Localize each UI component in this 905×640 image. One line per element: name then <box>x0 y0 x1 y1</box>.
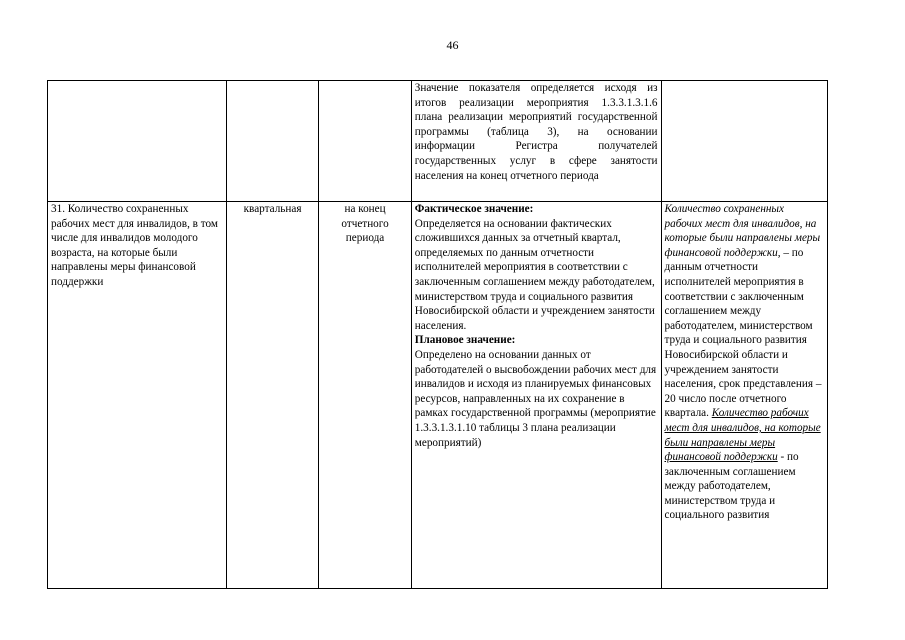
source-1-italic: Количество сохраненных рабочих мест для инвалидов, на которые были направлены меры финансовой поддержки, <box>664 203 821 259</box>
plan-text: Определено на основании данных от работодателей о высвобождении рабочих мест для инвалидов и исходя из планируемых финансовых ресурсов, направленных на их сохранение в рамках государственной программы (мероприятие 1.3.3.1.3.1.10 таблицы 3 плана реализации мероприятий) <box>414 348 657 449</box>
time-cell <box>319 81 411 202</box>
time-cell: на конец отчетного периода <box>319 202 411 589</box>
plan-heading: Плановое значение: <box>414 334 516 347</box>
source-cell <box>661 81 828 202</box>
indicator-table <box>47 80 828 589</box>
page-number: 46 <box>446 38 459 52</box>
source-cell <box>661 202 828 589</box>
periodicity-cell: квартальная <box>226 202 318 589</box>
table-row <box>48 81 828 202</box>
source-2-text: по заключенным соглашением между работодателем, министерством труда и социального развития <box>664 451 799 522</box>
source-1-text: по данным отчетности исполнителей мероприятия в соответствии с заключенным соглашением между работодателем, министерством труда и социального развития Новосибирской области и учреждением занятости населения, срок представления – 20 число после отчетного квартала. <box>664 246 822 420</box>
indicator-cell <box>48 81 227 202</box>
table-row <box>48 202 828 589</box>
source-2-italic: Количество рабочих мест для инвалидов, на которые были направлены меры финансовой поддержки <box>664 407 821 464</box>
method-cell: Значение показателя определяется исходя из итогов реализации мероприятия 1.3.3.1.3.1.6 плана реализации мероприятий государственной программы (таблица 3), на основании информации Регистра получателей государственных услуг в сфере занятости населения на конец отчетного периода <box>411 81 661 202</box>
fact-heading: Фактическое значение: <box>414 203 534 215</box>
method-cell <box>411 202 661 589</box>
fact-text: Определяется на основании фактических сложившихся данных за отчетный квартал, определяемых по данным отчетности исполнителей мероприятия в соответствии с заключенным соглашением между работодателем, министерством труда и социального развития Новосибирской области и учреждением занятости населения. <box>414 217 655 332</box>
source-2-dash: - <box>777 451 785 464</box>
indicator-cell: 31. Количество сохраненных рабочих мест для инвалидов, в том числе для инвалидов молодого возраста, на которые были направлены меры финансовой поддержки <box>48 202 227 589</box>
periodicity-cell <box>226 81 318 202</box>
source-1-dash: – <box>780 246 789 259</box>
